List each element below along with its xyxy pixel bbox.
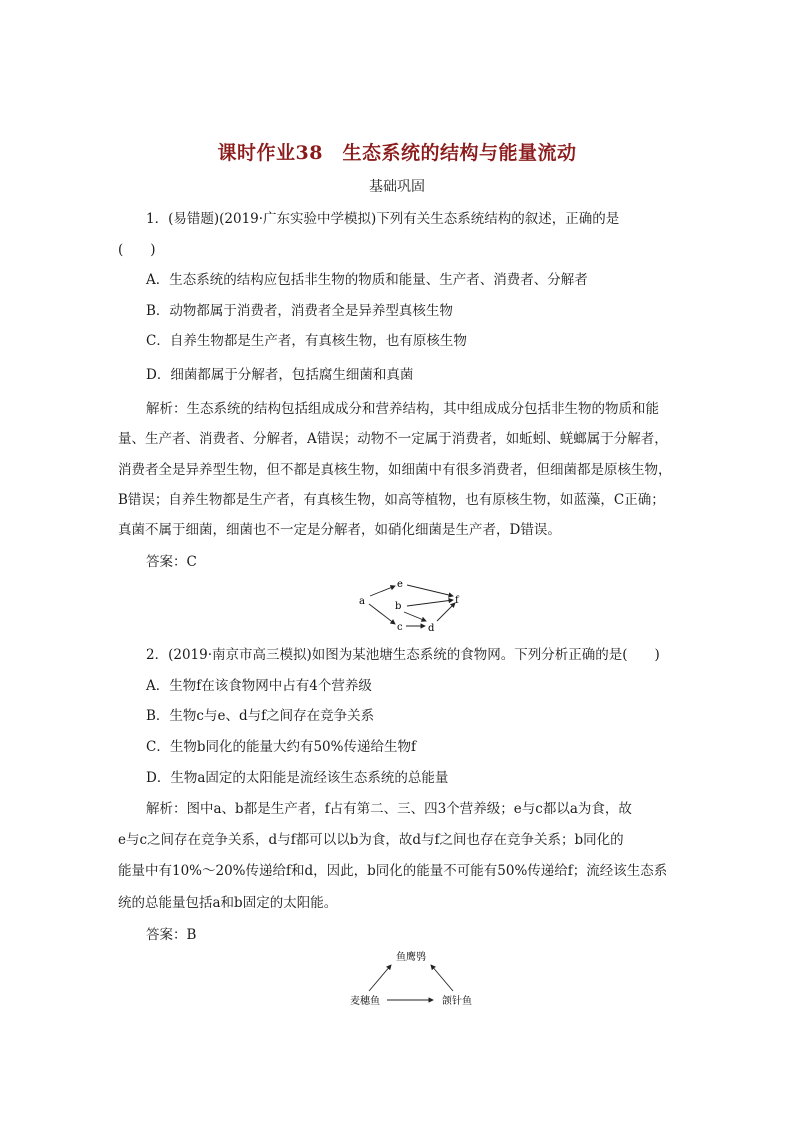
section-heading: 基础巩固 <box>369 179 425 195</box>
node-d: d <box>428 623 435 634</box>
q2-option-a: A．生物f在该食物网中占有4个营养级 <box>146 678 372 694</box>
q1-option-c: C．自养生物都是生产者，有真核生物，也有原核生物 <box>146 333 467 349</box>
node-e: e <box>397 579 403 590</box>
q2-analysis-line: 统的总能量包括a和b固定的太阳能。 <box>118 895 338 911</box>
q1-analysis-line: 真菌不属于细菌，细菌也不一定是分解者，如硝化细菌是生产者，D错误。 <box>118 522 561 538</box>
arrow-b-f <box>407 600 453 606</box>
page-title: 课时作业38 生态系统的结构与能量流动 <box>217 142 577 164</box>
food-web-diagram <box>355 576 467 634</box>
q2-option-c: C．生物b同化的能量大约有50%传递给生物f <box>146 739 416 755</box>
arrow-a-e <box>370 586 395 596</box>
q1-option-b: B．动物都属于消费者，消费者全是异养型真核生物 <box>146 303 453 319</box>
q2-analysis-line: 能量中有10%～20%传递给f和d，因此，b同化的能量不可能有50%传递给f；流经该生态系 <box>118 863 668 879</box>
arrow-right-top <box>431 965 453 991</box>
q1-analysis-line: 消费者全是异养型生物，但不都是真核生物，如细菌中有很多消费者，但细菌都是原核生物， <box>118 462 672 478</box>
arrow-a-c <box>369 604 395 624</box>
q1-option-d: D．细菌都属于分解者，包括腐生细菌和真菌 <box>146 367 414 383</box>
q1-answer: 答案：C <box>146 554 197 570</box>
q1-stem-line2: ( ) <box>118 242 156 258</box>
q1-option-a: A．生态系统的结构应包括非生物的物质和能量、生产者、消费者、分解者 <box>146 272 588 288</box>
node-top: 鱼鹰鸮 <box>396 952 426 963</box>
arrow-d-f <box>437 603 455 621</box>
node-c: c <box>397 622 403 633</box>
node-b: b <box>395 601 402 612</box>
q2-stem: 2．(2019·南京市高三模拟)如图为某池塘生态系统的食物网。下列分析正确的是( ) <box>146 647 660 663</box>
node-a: a <box>359 596 365 607</box>
q2-option-d: D．生物a固定的太阳能是流经该生态系统的总能量 <box>146 770 449 786</box>
q2-analysis-line: e与c之间存在竞争关系，d与f都可以以b为食，故d与f之间也存在竞争关系；b同化的 <box>118 832 624 848</box>
q1-analysis-line: 量、生产者、消费者、分解者，A错误；动物不一定属于消费者，如蚯蚓、蜣螂属于分解者， <box>118 431 668 447</box>
q1-stem-line1: 1．(易错题)(2019·广东实验中学模拟)下列有关生态系统结构的叙述，正确的是 <box>146 211 620 227</box>
q1-analysis-line: 解析：生态系统的结构包括组成成分和营养结构，其中组成成分包括非生物的物质和能 <box>146 401 659 417</box>
q1-analysis-line: B错误；自养生物都是生产者，有真核生物，如高等植物，也有原核生物，如蓝藻，C正确； <box>118 492 665 508</box>
node-right: 颌针鱼 <box>442 996 472 1007</box>
q2-answer: 答案：B <box>146 927 197 943</box>
fish-relation-diagram <box>345 948 480 1010</box>
arrow-b-d <box>404 612 426 621</box>
q2-analysis-line: 解析：图中a、b都是生产者，f占有第二、三、四3个营养级；e与c都以a为食，故 <box>146 801 632 817</box>
arrow-e-f <box>407 585 453 596</box>
node-left: 麦穗鱼 <box>350 996 380 1007</box>
node-f: f <box>455 595 459 606</box>
q2-option-b: B．生物c与e、d与f之间存在竞争关系 <box>146 708 375 724</box>
arrow-left-top <box>369 965 391 991</box>
